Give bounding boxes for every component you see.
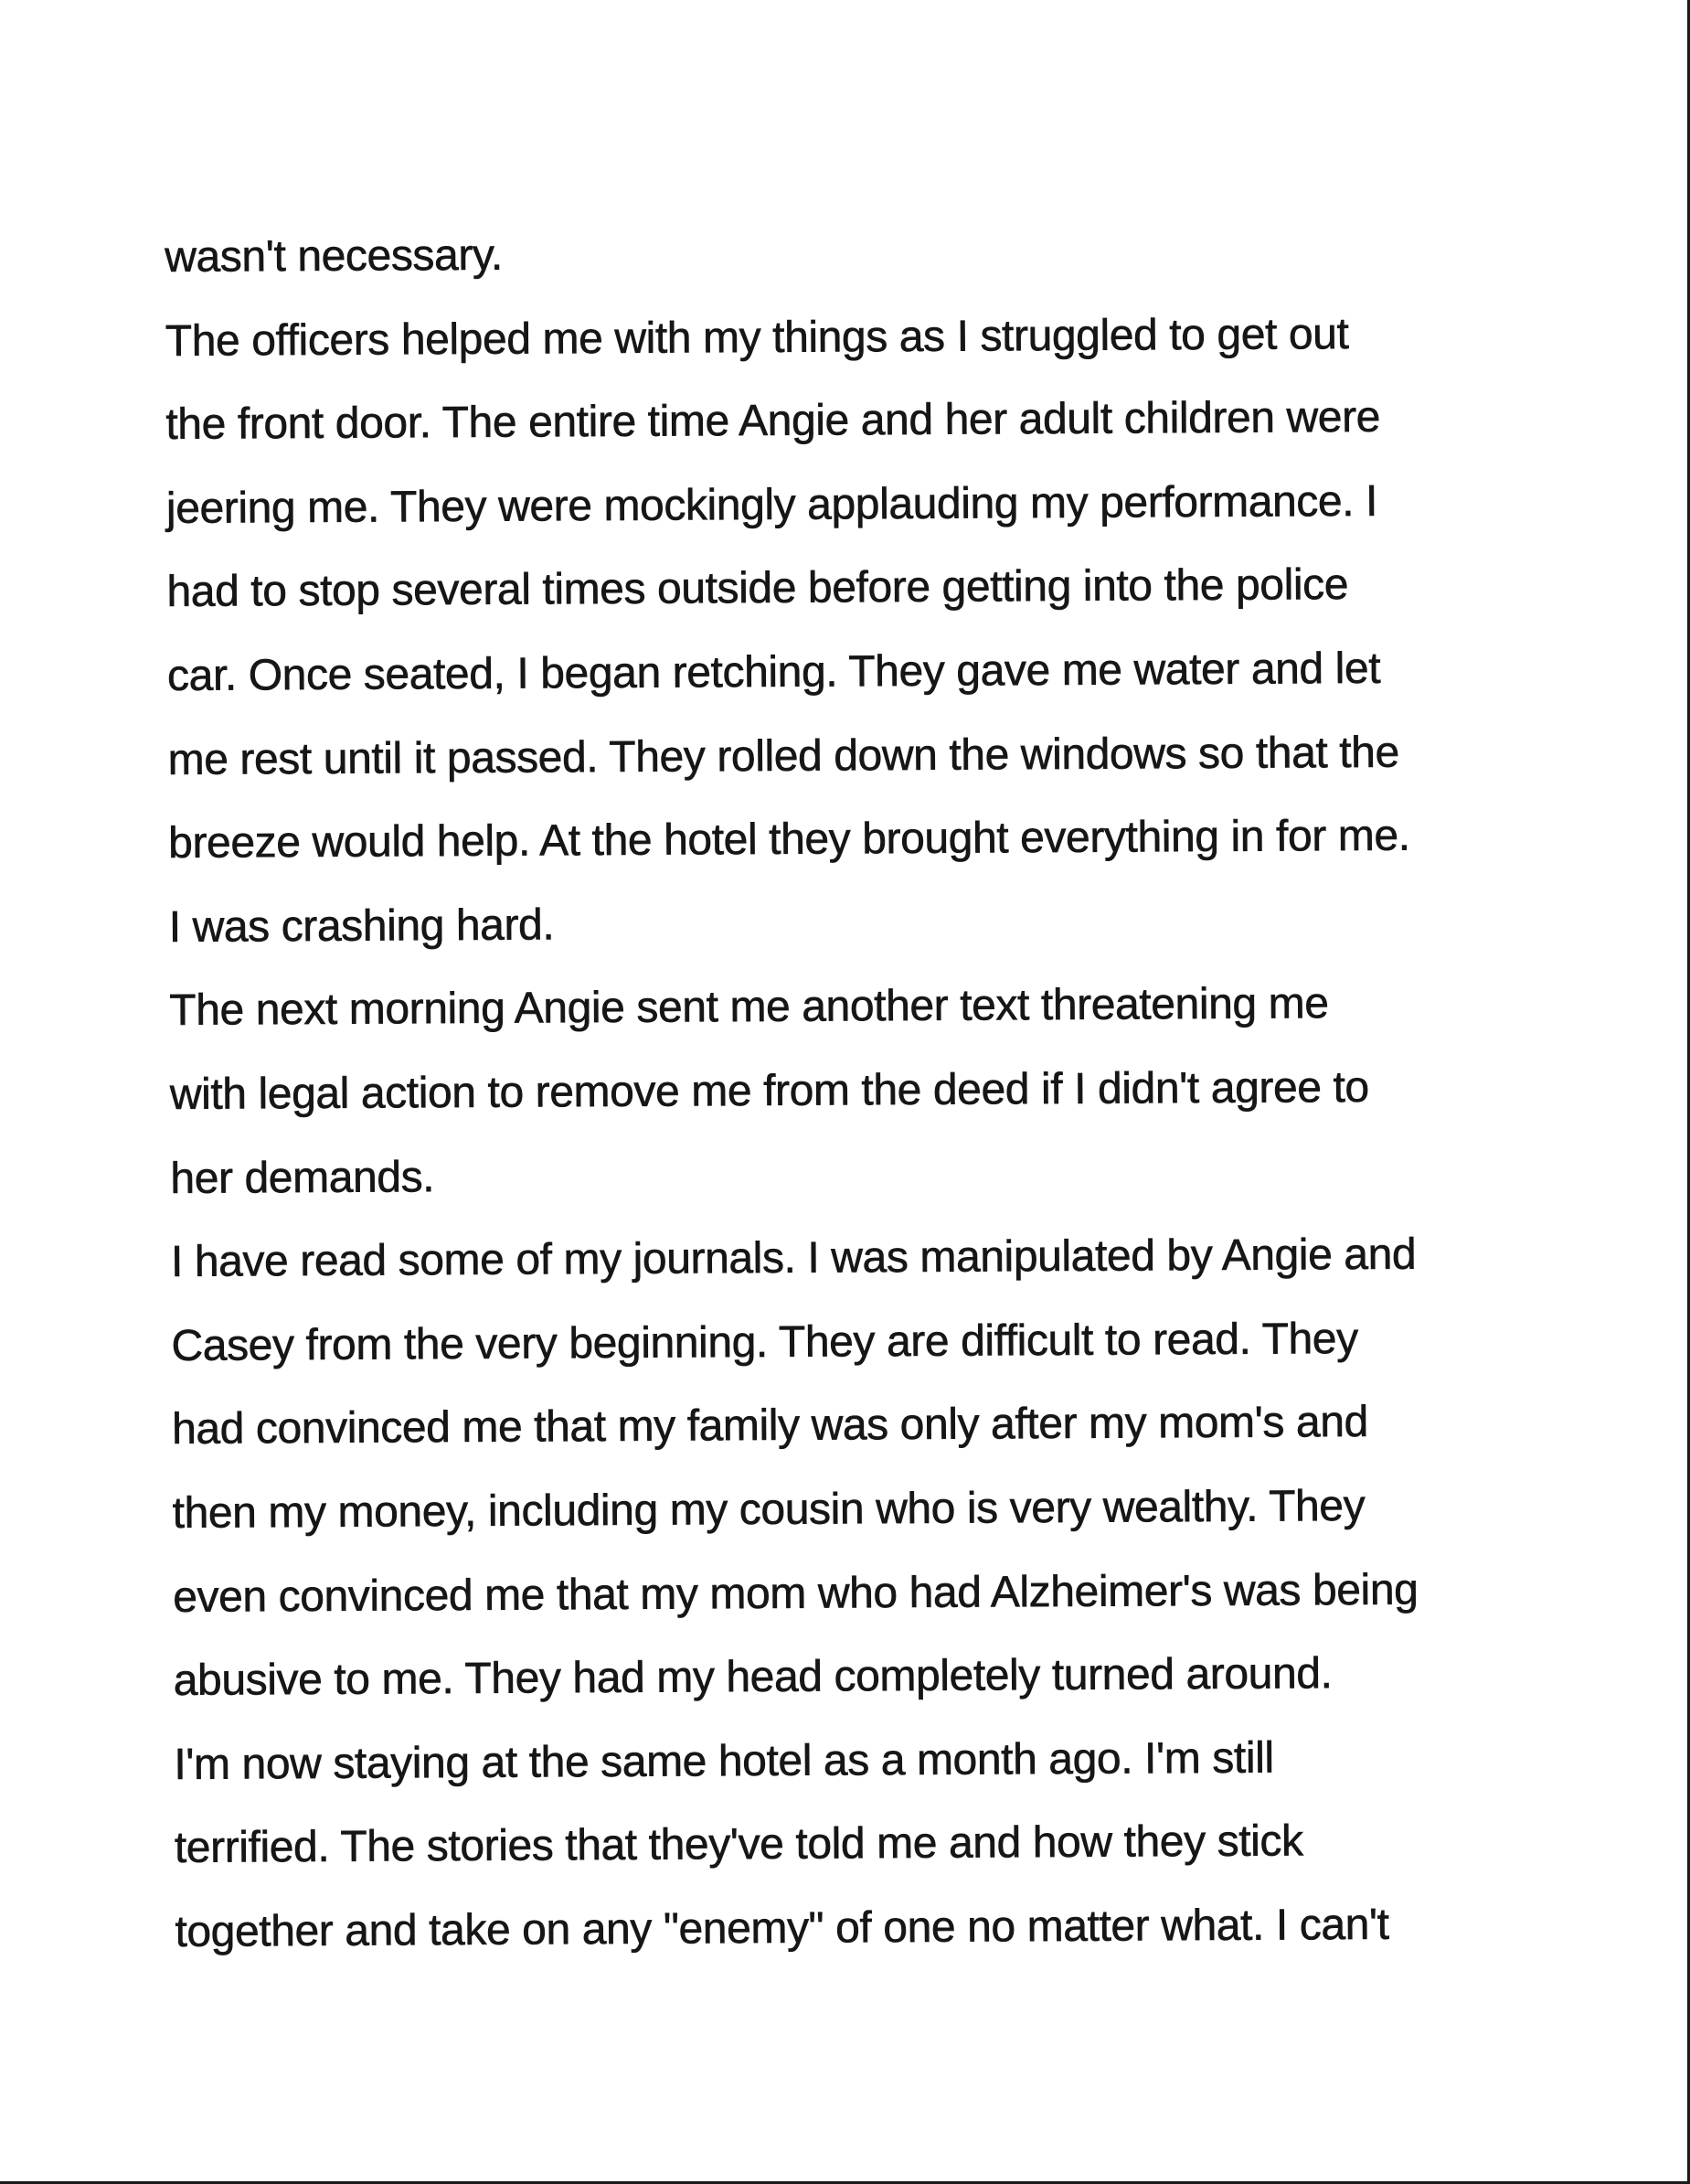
text-line: then my money, including my cousin who is very wealthy. They [172, 1481, 1366, 1538]
text-line: together and take on any "enemy" of one no matter what. I can't [175, 1900, 1389, 1956]
text-line: The next morning Angie sent me another text threatening me [169, 979, 1329, 1036]
text-line: abusive to me. They had my head completely turned around. [173, 1649, 1333, 1706]
text-line: breeze would help. At the hotel they brought everything in for me. [168, 811, 1410, 868]
text-line: Casey from the very beginning. They are difficult to read. They [171, 1314, 1358, 1370]
text-line: I have read some of my journals. I was manipulated by Angie and [170, 1230, 1417, 1287]
text-line: with legal action to remove me from the deed if I didn't agree to [169, 1062, 1369, 1119]
text-line: I was crashing hard. [168, 900, 555, 952]
text-line: I'm now staying at the same hotel as a month ago. I'm still [174, 1733, 1274, 1789]
text-line: terrified. The stories that they've told me and how they stick [174, 1816, 1303, 1873]
text-line: the front door. The entire time Angie and her adult children were [165, 393, 1381, 450]
text-line: The officers helped me with my things as I struggled to get out [165, 309, 1349, 366]
text-line: had to stop several times outside before getting into the police [166, 560, 1349, 617]
body-text [165, 208, 1583, 1975]
text-line: wasn't necessary. [165, 230, 504, 282]
text-line: car. Once seated, I began retching. They gave me water and let [166, 644, 1381, 700]
text-line: me rest until it passed. They rolled down the windows so that the [167, 728, 1399, 784]
text-line: jeering me. They were mockingly applauding my performance. I [165, 476, 1378, 533]
text-line: her demands. [170, 1152, 435, 1203]
text-line: even convinced me that my mom who had Alzheimer's was being [173, 1565, 1419, 1622]
text-line: had convinced me that my family was only after my mom's and [171, 1398, 1369, 1454]
